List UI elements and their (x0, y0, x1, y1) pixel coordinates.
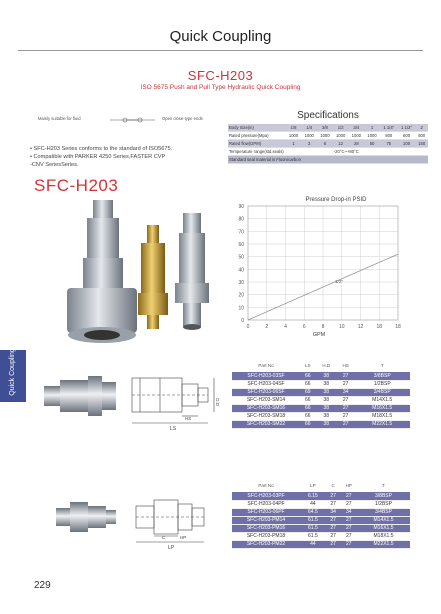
table-cell: 27 (337, 412, 354, 420)
bullet-item: -CNV SeriesSeries. (30, 162, 79, 168)
x-tick-label: 8 (321, 324, 325, 330)
spec-cell: 1/4 (301, 124, 317, 132)
table-row (232, 420, 410, 428)
x-tick-label: 12 (357, 324, 364, 330)
table-cell: 3/8BSP (357, 492, 410, 500)
spec-cell: 100 (398, 140, 416, 148)
specifications-table (228, 124, 428, 164)
table-row (232, 500, 410, 508)
table-cell: 38 (315, 388, 337, 396)
y-tick-label: 30 (238, 280, 244, 286)
table-row (232, 508, 410, 516)
spec-cell: 1 (364, 124, 380, 132)
table-row (232, 412, 410, 420)
table-row (232, 388, 410, 396)
spec-cell: 2 (415, 124, 428, 132)
x-tick-label: 18 (376, 324, 383, 330)
column-header: HS (342, 362, 349, 368)
spec-cell: 6 (317, 140, 333, 148)
table-cell: 66 (300, 404, 315, 412)
male-parts-table (232, 478, 410, 549)
table-cell: SFC-H203-06SF (232, 388, 300, 396)
table-cell: 44 (300, 500, 326, 508)
spec-cell: 1000 (348, 132, 364, 140)
spec-cell: 1/8 (286, 124, 302, 132)
female-parts-table (232, 358, 410, 429)
chart-title: Pressure Drop-in PSID (305, 197, 367, 203)
x-tick-label: 2 (265, 324, 269, 330)
diagram-label-left: Mainly suitable for fluid (38, 116, 81, 121)
spec-cell: 1 1/2" (398, 124, 416, 132)
table-cell: SFC-H203-03SF (232, 372, 300, 380)
table-cell: 27 (337, 420, 354, 428)
table-cell: 3/8BSP (354, 372, 410, 380)
table-cell: 38 (315, 420, 337, 428)
table-cell: 38 (315, 380, 337, 388)
feature-bullets (30, 145, 230, 169)
column-header: LS (304, 362, 311, 368)
dim-c-label: C (162, 535, 166, 540)
table-cell: 38 (315, 404, 337, 412)
dim-lp-label: LP (168, 545, 175, 550)
male-plug-photo (56, 502, 116, 532)
column-header: H.D (322, 362, 331, 368)
female-coupler-section (132, 378, 214, 423)
table-cell: SFC-H203-06PF (232, 508, 300, 516)
table-cell: 27 (340, 492, 357, 500)
spec-label: Standard seal material is Fluorocarbon (228, 156, 428, 164)
table-row (232, 396, 410, 404)
table-cell: 69 (300, 388, 315, 396)
spec-cell: 600 (398, 132, 416, 140)
table-cell: M14X1.5 (354, 396, 410, 404)
table-cell: SFC-H203-PM18 (232, 532, 300, 540)
table-cell: SFC-H203-PM22 (232, 540, 300, 548)
y-tick-label: 10 (238, 305, 244, 312)
spec-cell: 75 (380, 140, 398, 148)
table-cell: M14X1.5 (357, 516, 410, 524)
spec-cell: 1000 (286, 132, 302, 140)
spec-cell: 28 (348, 140, 364, 148)
table-cell: 27 (337, 380, 354, 388)
table-cell: 38 (315, 372, 337, 380)
table-cell: SFC-H203-SM16 (232, 404, 300, 412)
table-cell: M16X1.5 (354, 404, 410, 412)
spec-cell: 150 (415, 140, 428, 148)
column-header: LP (310, 482, 316, 488)
spec-label: Rated flow(GPM) (228, 140, 286, 148)
table-cell: 6.15 (300, 492, 326, 500)
spec-cell: 3/8 (317, 124, 333, 132)
table-cell: 27 (337, 396, 354, 404)
table-cell: 27 (340, 540, 357, 548)
spec-label: Body Size(in) (228, 124, 286, 132)
table-cell: 34 (326, 508, 341, 516)
table-cell: SFC-H203-04PF (232, 500, 300, 508)
table-row (232, 492, 410, 500)
table-cell: 44 (300, 540, 326, 548)
spec-cell: 12 (333, 140, 349, 148)
table-cell: 27 (340, 524, 357, 532)
column-header: Part No (258, 482, 274, 488)
table-cell: 34 (337, 388, 354, 396)
side-tab-label: Quick Coupling (9, 348, 16, 396)
table-cell: 27 (340, 516, 357, 524)
spec-cell: 800 (380, 132, 398, 140)
column-header: T (380, 362, 384, 368)
table-cell: SFC-H203-SM14 (232, 396, 300, 404)
header-divider (18, 50, 423, 51)
table-cell: 27 (337, 372, 354, 380)
x-tick-label: 0 (246, 324, 250, 330)
page-number: 229 (34, 580, 51, 591)
column-header: Part No (258, 362, 274, 368)
spec-cell: 1 (286, 140, 302, 148)
table-cell: 61.5 (300, 516, 326, 524)
specifications-title: Specifications (297, 110, 359, 121)
spec-cell: 3/4 (348, 124, 364, 132)
table-row (232, 404, 410, 412)
table-cell: SFC-H203-SM18 (232, 412, 300, 420)
table-cell: SFC-H203-PM14 (232, 516, 300, 524)
dim-od-label: O.D (215, 398, 220, 407)
spec-row-seal-material (228, 156, 428, 164)
y-tick-label: 90 (238, 204, 244, 210)
table-cell: 3/4BSP (354, 388, 410, 396)
table-cell: 3/4BSP (357, 508, 410, 516)
y-tick-label: 60 (238, 242, 244, 248)
spec-cell: 3 (301, 140, 317, 148)
y-tick-label: 50 (238, 254, 244, 261)
dim-hs-label: HS (185, 416, 192, 421)
dim-hp-label: HP (180, 535, 187, 540)
x-tick-label: 10 (338, 324, 345, 330)
column-header: C (331, 482, 335, 488)
series-title: SFC-H203 (187, 68, 254, 83)
table-row (232, 372, 410, 380)
model-heading: SFC-H203 (34, 176, 119, 195)
table-row (232, 380, 410, 388)
y-tick-label: 40 (238, 267, 244, 274)
x-tick-label: 4 (284, 324, 287, 330)
female-coupler-drawing (40, 368, 225, 438)
spec-cell: 50 (364, 140, 380, 148)
table-cell: 34 (340, 508, 357, 516)
table-header-row (232, 478, 410, 492)
product-photo (55, 195, 230, 355)
spec-row-body-size (228, 124, 428, 132)
spec-cell: 1/2 (333, 124, 349, 132)
spec-cell: 1000 (301, 132, 317, 140)
diagram-label-right: Open close-type ends (162, 116, 203, 121)
spec-row-temperature (228, 148, 428, 156)
male-plug-section (136, 500, 204, 542)
y-tick-label: 70 (238, 229, 244, 236)
table-row (232, 524, 410, 532)
table-cell: SFC-H203-PM16 (232, 524, 300, 532)
table-cell: 27 (337, 404, 354, 412)
male-plug-drawing (50, 488, 225, 550)
table-cell: M16X1.5 (357, 524, 410, 532)
column-header: HP (345, 482, 352, 488)
table-cell: 27 (340, 532, 357, 540)
table-cell: 66 (300, 372, 315, 380)
table-cell: 1/2BSP (354, 380, 410, 388)
table-cell: SFC-H203-SM22 (232, 420, 300, 428)
chart-grid (248, 206, 398, 320)
table-cell: 66 (300, 420, 315, 428)
bullet-item: • SFC-H203 Series conforms to the standard of ISO5675. (30, 146, 173, 152)
table-cell: 66 (300, 380, 315, 388)
table-cell: M18X1.5 (357, 532, 410, 540)
table-row (232, 532, 410, 540)
chart-x-label: GPM (312, 332, 326, 338)
page-header-title: Quick Coupling (169, 28, 272, 45)
bullet-item: • Compatible with PARKER 4250 Series,FASTER CVP (30, 154, 166, 160)
table-cell: SFC-H203-03PF (232, 492, 300, 500)
table-cell: 27 (326, 492, 341, 500)
spec-cell: 600 (415, 132, 428, 140)
x-tick-label: 6 (302, 324, 306, 330)
table-cell: M18X1.5 (354, 412, 410, 420)
table-cell: 27 (340, 500, 357, 508)
table-cell: 38 (315, 412, 337, 420)
table-cell: 27 (326, 524, 341, 532)
table-cell: 27 (326, 532, 341, 540)
table-cell: 1/2BSP (357, 500, 410, 508)
female-coupler-photo (44, 376, 116, 416)
spec-cell: 1 1/4" (380, 124, 398, 132)
y-tick-label: 0 (241, 318, 244, 324)
table-cell: 27 (326, 540, 341, 548)
series-subtitle: ISO 5675 Push and Pull Type Hydraulic Quick Coupling (140, 84, 301, 91)
table-cell: 27 (326, 500, 341, 508)
y-tick-label: 20 (238, 292, 244, 299)
table-cell: 61.5 (300, 532, 326, 540)
table-cell: 61.5 (300, 524, 326, 532)
spec-cell: 1000 (364, 132, 380, 140)
spec-row-rated-pressure (228, 132, 428, 140)
table-cell: 38 (315, 396, 337, 404)
table-cell: M22X1.5 (354, 420, 410, 428)
table-cell: 66 (300, 412, 315, 420)
spec-label: Temperature range(std.seals) (228, 148, 333, 156)
chart-x-axis (247, 324, 401, 330)
table-cell: SFC-H203-04SF (232, 380, 300, 388)
pressure-drop-chart (226, 192, 416, 340)
table-cell: 27 (326, 516, 341, 524)
table-row (232, 516, 410, 524)
table-row (232, 540, 410, 548)
y-tick-label: 80 (238, 216, 244, 223)
spec-cell: 1000 (317, 132, 333, 140)
chart-y-axis (238, 204, 244, 324)
x-tick-label: 18 (395, 324, 401, 330)
spec-row-rated-flow (228, 140, 428, 148)
table-cell: 66 (300, 396, 315, 404)
dim-ls-label: LS (170, 426, 177, 432)
series-label: 1/2" (335, 279, 343, 285)
spec-label: Rated pressure(Mpa) (228, 132, 286, 140)
table-cell: M22X1.5 (357, 540, 410, 548)
spec-cell: -20°C~+80°C (333, 148, 428, 156)
column-header: T (382, 482, 385, 488)
table-header-row (232, 358, 410, 372)
table-cell: 64.5 (300, 508, 326, 516)
spec-cell: 1000 (333, 132, 349, 140)
